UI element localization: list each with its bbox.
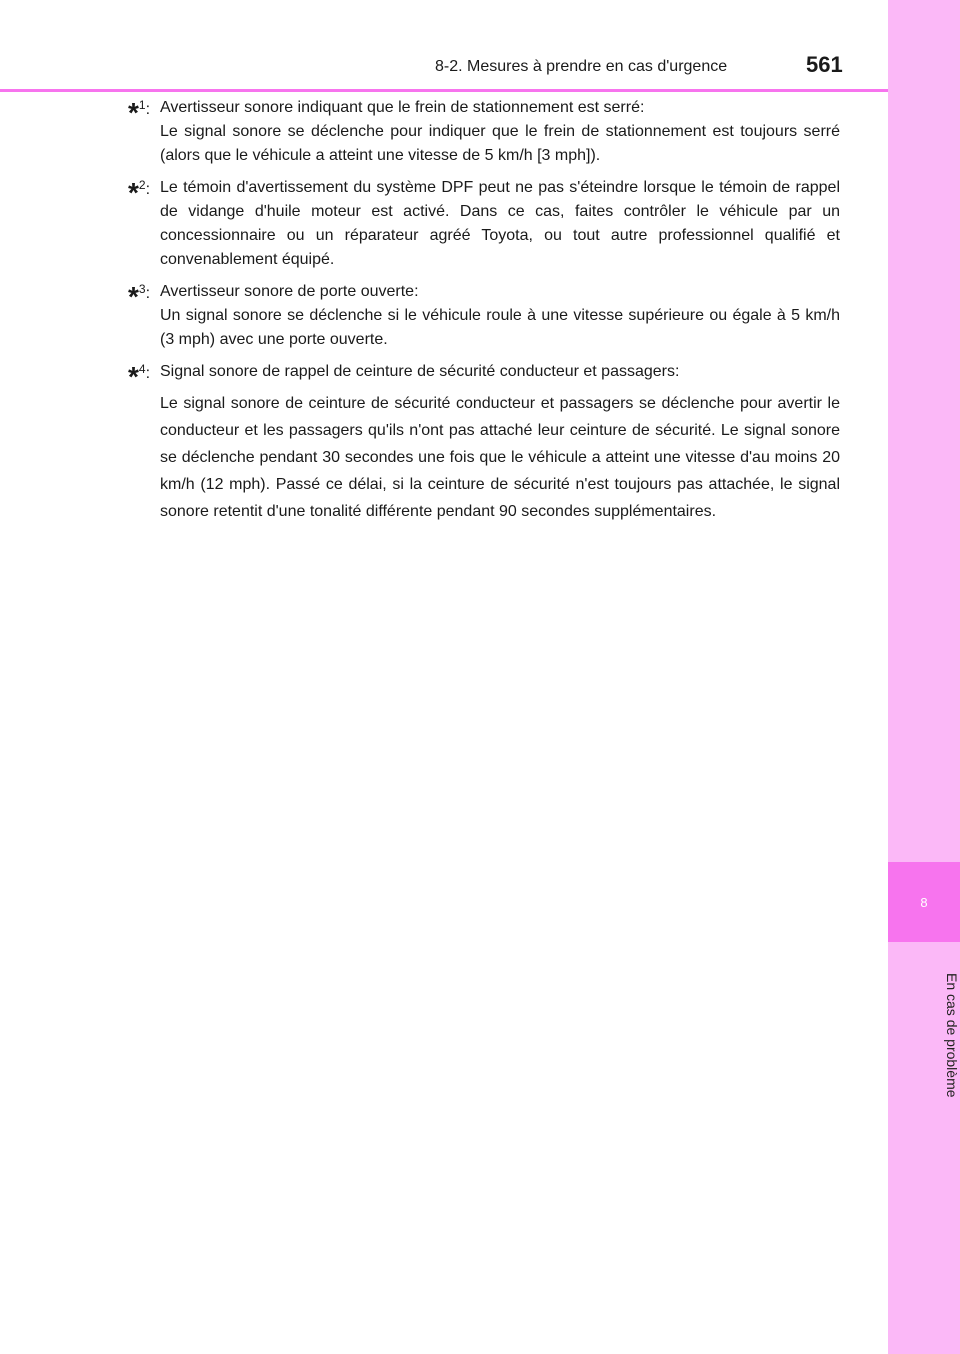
- footnote-heading: Avertisseur sonore indiquant que le frein de stationnement est serré:: [160, 99, 645, 116]
- footnote-4: [128, 360, 840, 525]
- chapter-number-tab: 8: [888, 862, 960, 942]
- footnote-marker: *$^1$:: [128, 97, 151, 128]
- page-number: 561: [806, 52, 843, 77]
- footnote-paragraph: Un signal sonore se déclenche si le véhicule roule à une vitesse supérieure ou égale à 5 km/h (3 mph) avec une porte ouverte.: [160, 307, 840, 348]
- footnote-number: 1: [138, 98, 146, 112]
- asterisk-icon: *: [128, 281, 139, 312]
- footnote-3: [128, 280, 840, 352]
- footnote-paragraph: Le témoin d'avertissement du système DPF peut ne pas s'éteindre lorsque le témoin de rappel de vidange d'huile moteur est activé. Dans ce cas, faites contrôler le véhicule par un concessionnaire ou un réparateur agréé Toyota, ou tout autre professionnel qualifié et convenablement équipé.: [160, 179, 840, 268]
- asterisk-icon: *: [128, 361, 139, 392]
- footnote-number: 2: [138, 178, 146, 192]
- section-title: 8-2. Mesures à prendre en cas d'urgence: [435, 58, 728, 75]
- footnote-number: 4: [138, 362, 146, 376]
- footnote-body: [160, 360, 840, 525]
- asterisk-icon: *: [128, 177, 139, 208]
- footnote-body: [160, 96, 840, 168]
- footnote-paragraph: Le signal sonore de ceinture de sécurité conducteur et passagers se déclenche pour avertir le conducteur et les passagers qu'ils n'ont pas attaché leur ceinture de sécurité. Le signal sonore se déclenche pendant 30 secondes une fois que le véhicule a atteint une vitesse d'au moins 20 km/h (12 mph). Passé ce délai, si la ceinture de sécurité n'est toujours pas attachée, le signal sonore retentit d'une tonalité différente pendant 90 secondes supplémentaires.: [160, 395, 840, 520]
- footnote-marker: *$^4$:: [128, 361, 151, 392]
- footnote-heading: Signal sonore de rappel de ceinture de sécurité conducteur et passagers:: [160, 363, 680, 380]
- footnote-number: 3: [138, 282, 146, 296]
- footnote-body: [160, 176, 840, 272]
- chapter-title-vertical: En cas de problème: [944, 972, 960, 1098]
- footnote-marker: *$^3$:: [128, 281, 151, 312]
- footnote-heading: Avertisseur sonore de porte ouverte:: [160, 283, 419, 300]
- footnote-1: [128, 96, 840, 168]
- footnote-marker: *$^2$:: [128, 177, 151, 208]
- asterisk-icon: *: [128, 97, 139, 128]
- footnote-paragraph: Le signal sonore se déclenche pour indiquer que le frein de stationnement est toujours serré (alors que le véhicule a atteint une vitesse de 5 km/h [3 mph]).: [160, 123, 840, 164]
- footnote-list: [128, 96, 840, 533]
- footnote-body: [160, 280, 840, 352]
- side-tab: [888, 0, 960, 1354]
- footnote-2: [128, 176, 840, 272]
- header-rule: [0, 89, 888, 92]
